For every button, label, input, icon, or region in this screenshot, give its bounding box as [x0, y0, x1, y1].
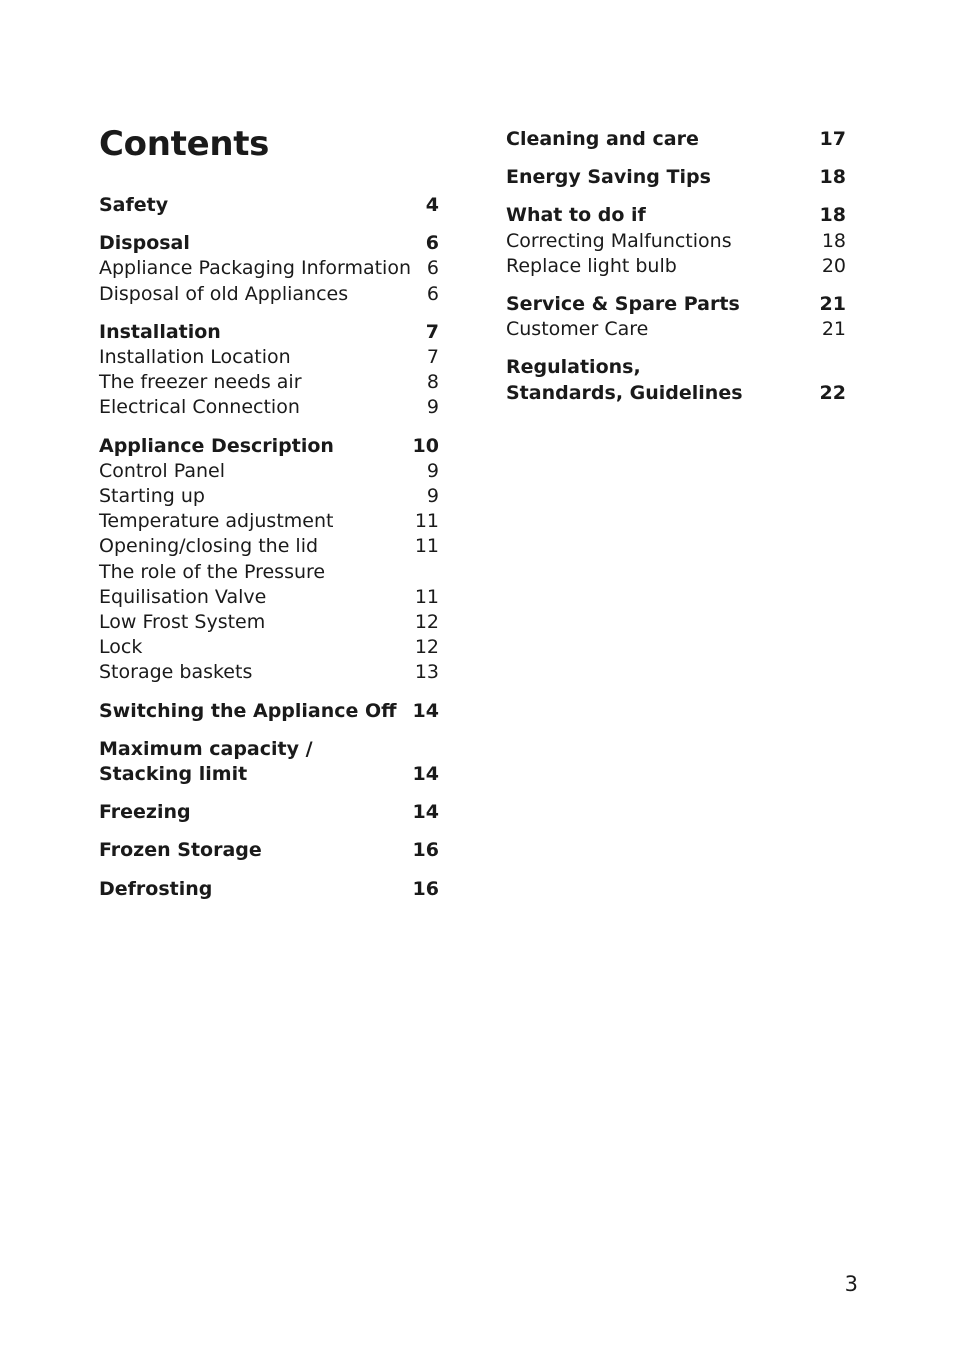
- toc-section: [506, 127, 846, 152]
- toc-entry-page: 12: [414, 611, 439, 634]
- toc-entry-lock: [99, 635, 439, 660]
- toc-entry-label: Safety: [99, 194, 169, 216]
- toc-entry-label: Customer Care: [506, 318, 649, 341]
- toc-entry-label: Freezing: [99, 801, 191, 824]
- toc-entry-starting-up: [99, 484, 439, 509]
- toc-entry-page: 18: [819, 166, 846, 189]
- toc-entry-the-freezer-needs-air: [99, 370, 439, 395]
- toc-entry-page: 7: [425, 320, 439, 343]
- toc-entry-page: 11: [414, 585, 439, 608]
- toc-entry-control-panel: [99, 459, 439, 484]
- toc-entry-page: 21: [819, 293, 846, 316]
- toc-entry-page: 18: [821, 229, 846, 252]
- toc-entry-page: 16: [412, 877, 439, 900]
- toc-entry-label: Storage baskets: [99, 661, 253, 684]
- toc-entry-page: 4: [425, 194, 439, 216]
- toc-entry-label: Appliance Description: [99, 434, 334, 457]
- toc-entry-page: 22: [819, 381, 846, 404]
- toc-entry-correcting-malfunctions: [506, 229, 846, 254]
- toc-entry-customer-care: [506, 317, 846, 342]
- toc-entry-label: Regulations,: [506, 356, 641, 379]
- toc-section: [99, 320, 439, 421]
- toc-entry-label: Cleaning and care: [506, 128, 699, 150]
- toc-entry-label: Stacking limit: [99, 763, 248, 786]
- toc-entry-page: 6: [426, 282, 439, 305]
- toc-entry-label: Correcting Malfunctions: [506, 229, 732, 252]
- toc-entry-appliance-packaging-information: [99, 256, 439, 281]
- toc-entry-installation-location: [99, 345, 439, 370]
- toc-entry-low-frost-system: [99, 610, 439, 635]
- toc-entry-page: 12: [414, 636, 439, 659]
- toc-entry-page: 21: [821, 318, 846, 341]
- toc-entry-page: 11: [414, 535, 439, 558]
- toc-entry-page: 14: [412, 801, 439, 824]
- toc-entry-page: 14: [412, 763, 439, 786]
- toc-entry-label: The role of the Pressure: [99, 560, 326, 583]
- page-title: Contents: [99, 124, 270, 164]
- toc-entry-storage-baskets: [99, 660, 439, 685]
- toc-entry-defrosting: [99, 877, 439, 902]
- toc-entry-label: Switching the Appliance Off: [99, 699, 397, 722]
- page-number: 3: [844, 1272, 858, 1296]
- toc-entry-label: Appliance Packaging Information: [99, 257, 412, 280]
- toc-entry-label: Opening/closing the lid: [99, 535, 319, 558]
- toc-entry-label: Disposal of old Appliances: [99, 282, 349, 305]
- toc-entry-label: Control Panel: [99, 459, 225, 482]
- toc-section: [506, 203, 846, 279]
- toc-entry-page: 10: [412, 434, 439, 457]
- toc-entry-what-to-do-if: [506, 203, 846, 228]
- toc-section: [99, 434, 439, 686]
- toc-left-column: [99, 193, 439, 915]
- toc-entry-label: Energy Saving Tips: [506, 166, 711, 189]
- toc-entry-page: 16: [412, 839, 439, 862]
- toc-entry-cleaning-and-care: [506, 127, 846, 152]
- toc-entry-page: 18: [819, 204, 846, 227]
- toc-entry-page: 9: [426, 396, 439, 419]
- toc-entry-label: Replace light bulb: [506, 254, 677, 277]
- toc-entry-label: Lock: [99, 636, 143, 659]
- toc-entry-page: 7: [426, 346, 439, 369]
- toc-entry-safety: [99, 193, 439, 218]
- toc-entry-page: 11: [414, 510, 439, 533]
- toc-entry-appliance-description: [99, 434, 439, 459]
- toc-section: [99, 800, 439, 825]
- toc-entry-label: The freezer needs air: [99, 371, 302, 394]
- toc-entry-page: 13: [414, 661, 439, 684]
- toc-entry-electrical-connection: [99, 395, 439, 420]
- toc-entry-frozen-storage: [99, 838, 439, 863]
- toc-entry-the-role-of-the-pressure: [99, 560, 439, 585]
- toc-entry-regulations: [506, 355, 846, 380]
- toc-section: [99, 737, 439, 787]
- toc-entry-label: Installation: [99, 320, 221, 343]
- toc-section: [99, 699, 439, 724]
- toc-entry-energy-saving-tips: [506, 165, 846, 190]
- toc-entry-replace-light-bulb: [506, 254, 846, 279]
- toc-entry-switching-the-appliance-off: [99, 699, 439, 724]
- toc-entry-label: Maximum capacity /: [99, 737, 313, 760]
- toc-entry-label: Low Frost System: [99, 611, 266, 634]
- toc-entry-installation: [99, 320, 439, 345]
- toc-entry-label: Electrical Connection: [99, 396, 300, 419]
- toc-entry-service-spare-parts: [506, 292, 846, 317]
- toc-section: [99, 877, 439, 902]
- toc-entry-label: Standards, Guidelines: [506, 381, 743, 404]
- toc-entry-page: 14: [412, 699, 439, 722]
- toc-entry-page: 20: [821, 254, 846, 277]
- toc-entry-label: Defrosting: [99, 877, 213, 900]
- toc-entry-label: Temperature adjustment: [99, 510, 334, 533]
- toc-entry-standards-guidelines: [506, 381, 846, 406]
- toc-entry-page: 6: [425, 232, 439, 255]
- toc-entry-equilisation-valve: [99, 585, 439, 610]
- toc-entry-freezing: [99, 800, 439, 825]
- toc-entry-page: 17: [819, 128, 846, 150]
- toc-entry-label: Equilisation Valve: [99, 585, 267, 608]
- toc-entry-page: 6: [426, 257, 439, 280]
- toc-section: [506, 165, 846, 190]
- toc-entry-disposal-of-old-appliances: [99, 282, 439, 307]
- toc-section: [99, 193, 439, 218]
- toc-section: [506, 355, 846, 405]
- toc-section: [99, 838, 439, 863]
- toc-entry-page: 8: [426, 371, 439, 394]
- toc-entry-disposal: [99, 231, 439, 256]
- toc-entry-label: Installation Location: [99, 346, 291, 369]
- toc-entry-label: Frozen Storage: [99, 839, 262, 862]
- toc-entry-label: Disposal: [99, 232, 190, 255]
- toc-entry-page: 9: [426, 485, 439, 508]
- toc-entry-stacking-limit: [99, 762, 439, 787]
- toc-entry-temperature-adjustment: [99, 509, 439, 534]
- toc-entry-opening-closing-the-lid: [99, 534, 439, 559]
- toc-section: [99, 231, 439, 307]
- toc-entry-label: What to do if: [506, 204, 646, 227]
- toc-entry-label: Starting up: [99, 485, 205, 508]
- toc-entry-page: 9: [426, 459, 439, 482]
- toc-right-column: [506, 127, 846, 419]
- toc-entry-maximum-capacity: [99, 737, 439, 762]
- toc-entry-label: Service & Spare Parts: [506, 293, 740, 316]
- toc-section: [506, 292, 846, 342]
